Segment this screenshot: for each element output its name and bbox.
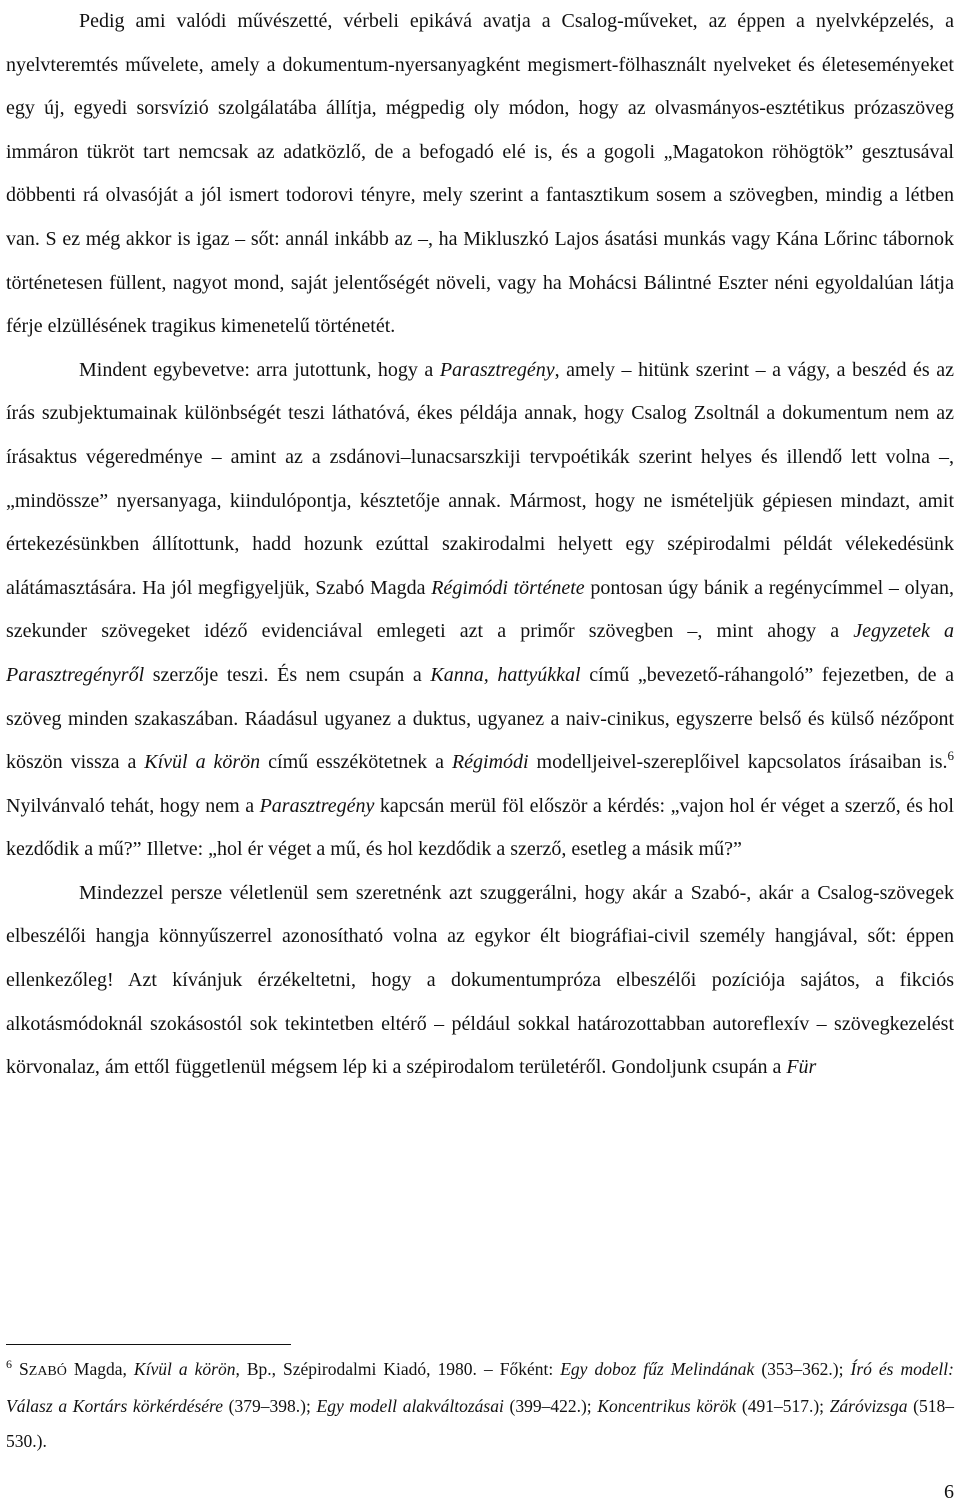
text-run: Nyilvánvaló tehát, hogy nem a (6, 794, 260, 817)
italic-title: Kívül a körön (144, 751, 261, 774)
paragraph-1 (6, 0, 954, 349)
page-number: 6 (944, 1481, 954, 1503)
italic-title: Parasztregény (439, 358, 555, 381)
footnote-6 (6, 1352, 954, 1459)
italic-title: Kívül a körön (133, 1359, 236, 1379)
text-run: (399–422.); (503, 1396, 598, 1416)
italic-title: Régimódi története (431, 576, 585, 599)
italic-title: Kanna, hattyúkkal (430, 663, 581, 686)
text-run: modelljeivel-szereplőivel kapcsolatos írásaiban is. (528, 751, 948, 774)
italic-title: Für (786, 1056, 817, 1079)
paragraph-1-text: Pedig ami valódi művészetté, vérbeli epikává avatja a Csalog-műveket, az éppen a nyelvképzelés, a nyelvteremtés művelete, amely a dokumentum-nyersanyagként megismert-fölhasznált nyelveket és életeseményeket egy új, egyedi sorsvízió szolgálatába állítja, mégpedig oly módon, hogy az olvasmányos-esztétikus prózaszöveg immáron tükröt tart nemcsak az adatközlő, de a befogadó elé is, és a gogoli „Magatokon röhögtök” gesztusával döbbenti rá olvasóját a jól ismert todorovi tényre, mely szerint a fantasztikum sosem a szövegben, mindig a létben van. S ez még akkor is igaz – sőt: annál inkább az –, ha Mikluszkó Lajos ásatási munkás vagy Kána Lőrinc tábornok történetesen füllent, nagyot mond, saját jelentőségét növeli, vagy ha Mohácsi Bálintné Eszter néni egyoldalúan látja férje elzüllésének tragikus kimenetelű történetét. (6, 10, 954, 338)
italic-title: Régimódi (451, 751, 529, 774)
paragraph-2 (6, 349, 954, 872)
italic-title: Egy doboz fűz Melindának (560, 1359, 755, 1379)
italic-title: Záróvizsga (829, 1396, 908, 1416)
text-run: , Bp., Szépirodalmi Kiadó, 1980. – Főként: (235, 1359, 561, 1379)
text-run: című esszékötetnek a (260, 751, 452, 774)
text-run: (491–517.); (736, 1396, 830, 1416)
text-run: (518–530.). (6, 1396, 955, 1451)
text-run: kapcsán merül föl először a kérdés: „vajon hol ér véget a szerző, és hol kezdődik a mű?” Illetve: „hol ér véget a mű, és hol kezdődik a szerző, esetleg a másik mű?” (6, 794, 954, 861)
text-run: (353–362.); (754, 1359, 851, 1379)
footnote-number: 6 (6, 1357, 12, 1371)
text-run: Mindent egybevetve: arra jutottunk, hogy a (79, 358, 440, 381)
footnote-author-initial: S (19, 1359, 29, 1379)
italic-title: Koncentrikus körök (597, 1396, 737, 1416)
footnote-separator (6, 1344, 291, 1345)
text-run: (379–398.); (222, 1396, 317, 1416)
paragraph-3 (6, 872, 954, 1090)
main-text (6, 0, 954, 1090)
italic-title: Jegyzetek a Parasztregényről (6, 620, 954, 686)
footnote-reference[interactable]: 6 (947, 748, 954, 764)
text-run: szerzője teszi. És nem csupán a (144, 663, 431, 686)
italic-title: Egy modell alakváltozásai (316, 1396, 504, 1416)
text-run: , amely – hitünk szerint – a vágy, a beszéd és az írás szubjektumainak különbségét teszi láthatóvá, ékes példája annak, hogy Csalog Zsoltnál a dokumentum nem az írásaktus végeredménye – amint az a zsdánovi–lunacsarszkiji tervpoétikák szerint helyes és illendő lett volna –, „mindössze” nyersanyaga, kiindulópontja, késztetője annak. Mármost, hogy ne ismételjük gépiesen mindazt, amit értekezésünkben állítottunk, hadd hozunk ezúttal szakirodalmi helyett egy szépirodalmi példát vélekedésünk alátámasztására. Ha jól megfigyeljük, Szabó Magda (6, 358, 954, 599)
italic-title: Parasztregény (259, 794, 375, 817)
italic-title: Író és modell: Válasz a Kortárs körkérdésére (6, 1359, 954, 1416)
text-run: című „bevezető-ráhangoló” fejezetben, de a szöveg minden szakaszában. Ráadásul ugyanez a duktus, ugyanez a naiv-cinikus, egyszerre belső és külső nézőpont köszön vissza a (6, 663, 954, 774)
text-run: Mindezzel persze véletlenül sem szeretnénk azt szuggerálni, hogy akár a Szabó-, akár a Csalog-szövegek elbeszélői hangja könnyűszerrel azonosítható volna az egykor élt biográfiai-civil személy hangjával, sőt: éppen ellenkezőleg! Azt kívánjuk érzékeltetni, hogy a dokumentumpróza elbeszélői pozíciója sajátos, a fikciós alkotásmódoknál szokásostól sok tekintetben eltérő – például sokkal határozottabban autoreflexív – szövegkezelést körvonalaz, ám ettől függetlenül mégsem lép ki a szépirodalom területéről. Gondoljunk csupán a (6, 881, 954, 1079)
text-run: pontosan úgy bánik a regénycímmel – olyan, szekunder szövegeket idéző evidenciával emlegeti azt a primőr szövegben –, mint ahogy a (6, 576, 954, 643)
text-run: Magda, (66, 1359, 134, 1379)
footnote-author-smallcaps: ZABÓ (28, 1364, 67, 1379)
